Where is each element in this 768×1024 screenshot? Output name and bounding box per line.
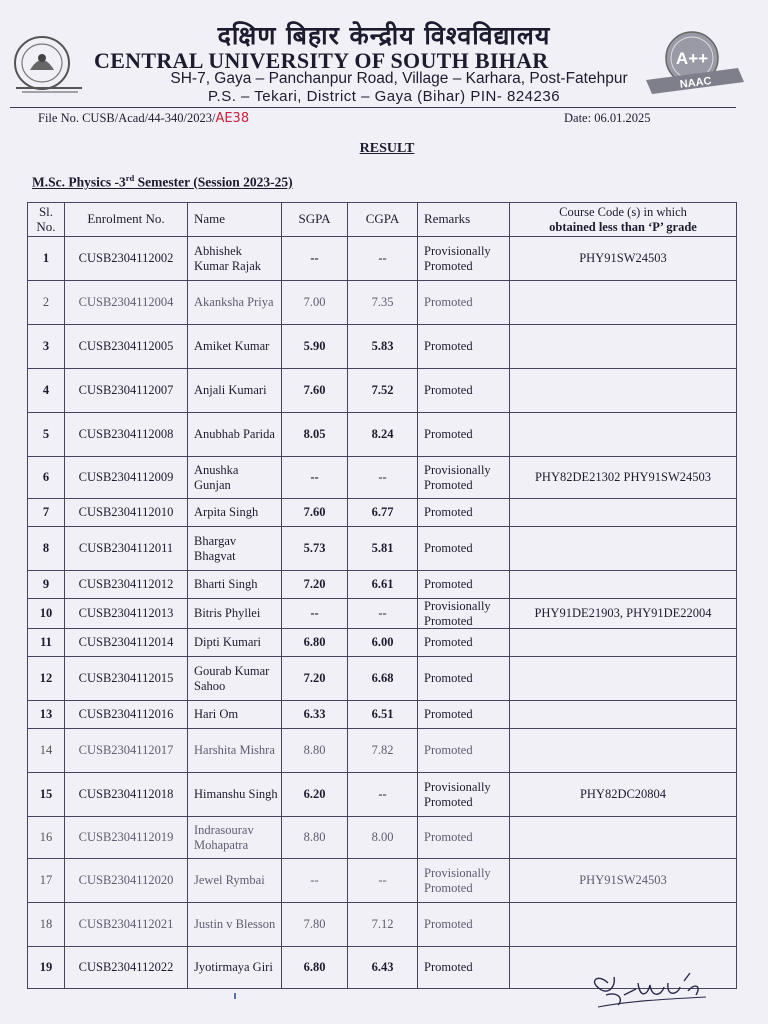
td-sl: 8: [28, 527, 65, 571]
td-enrolment: CUSB2304112004: [65, 281, 188, 325]
td-course-codes: [510, 413, 737, 457]
address-line-2: P.S. – Tekari, District – Gaya (Bihar) PIN- 824236: [207, 88, 561, 105]
td-name: Himanshu Singh: [188, 773, 282, 817]
td-course-codes: PHY91DE21903, PHY91DE22004: [510, 599, 737, 629]
td-sl: 19: [28, 947, 65, 989]
td-sgpa: 6.80: [282, 947, 348, 989]
td-sl: 17: [28, 859, 65, 903]
td-remarks: Promoted: [418, 947, 510, 989]
td-name: Bitris Phyllei: [188, 599, 282, 629]
td-sl: 10: [28, 599, 65, 629]
td-enrolment: CUSB2304112015: [65, 657, 188, 701]
table-row: [28, 817, 737, 859]
td-sgpa: --: [282, 599, 348, 629]
td-enrolment: CUSB2304112002: [65, 237, 188, 281]
td-enrolment: CUSB2304112011: [65, 527, 188, 571]
td-cgpa: --: [348, 237, 418, 281]
td-sgpa: 8.80: [282, 729, 348, 773]
td-remarks: Promoted: [418, 571, 510, 599]
table-row: [28, 629, 737, 657]
naac-badge-icon: [640, 28, 748, 100]
td-sgpa: --: [282, 859, 348, 903]
course-title-sup: rd: [125, 173, 135, 183]
header-sgpa: SGPA: [282, 203, 348, 237]
td-enrolment: CUSB2304112022: [65, 947, 188, 989]
td-course-codes: [510, 817, 737, 859]
td-sl: 6: [28, 457, 65, 499]
course-title-prefix: M.Sc. Physics -3: [32, 174, 126, 190]
td-name: Gourab Kumar Sahoo: [188, 657, 282, 701]
td-enrolment: CUSB2304112014: [65, 629, 188, 657]
td-cgpa: --: [348, 599, 418, 629]
td-sl: 12: [28, 657, 65, 701]
table-row: [28, 281, 737, 325]
td-sgpa: 5.90: [282, 325, 348, 369]
td-sgpa: 8.05: [282, 413, 348, 457]
td-course-codes: [510, 527, 737, 571]
td-remarks: Promoted: [418, 369, 510, 413]
td-remarks: Promoted: [418, 527, 510, 571]
td-course-codes: PHY82DC20804: [510, 773, 737, 817]
td-course-codes: PHY91SW24503: [510, 859, 737, 903]
td-sgpa: 8.80: [282, 817, 348, 859]
td-cgpa: --: [348, 457, 418, 499]
td-enrolment: CUSB2304112013: [65, 599, 188, 629]
td-cgpa: 7.52: [348, 369, 418, 413]
table-row: [28, 457, 737, 499]
td-name: Dipti Kumari: [188, 629, 282, 657]
td-course-codes: PHY91SW24503: [510, 237, 737, 281]
header-course-codes-line1: Course Code (s) in which: [559, 205, 687, 220]
td-remarks: Promoted: [418, 629, 510, 657]
university-name-hindi: दक्षिण बिहार केन्द्रीय विश्वविद्यालय: [217, 21, 551, 50]
td-sgpa: 6.20: [282, 773, 348, 817]
td-sl: 11: [28, 629, 65, 657]
table-row: [28, 701, 737, 729]
td-course-codes: [510, 701, 737, 729]
table-row: [28, 237, 737, 281]
file-number: [38, 111, 249, 126]
td-cgpa: 6.77: [348, 499, 418, 527]
td-sgpa: 6.80: [282, 629, 348, 657]
td-sl: 7: [28, 499, 65, 527]
td-remarks: Promoted: [418, 281, 510, 325]
td-sgpa: 7.20: [282, 571, 348, 599]
td-cgpa: 7.82: [348, 729, 418, 773]
td-enrolment: CUSB2304112016: [65, 701, 188, 729]
td-sgpa: 6.33: [282, 701, 348, 729]
file-number-label: File No. CUSB/Acad/44-340/2023/: [38, 111, 216, 125]
td-enrolment: CUSB2304112010: [65, 499, 188, 527]
td-enrolment: CUSB2304112018: [65, 773, 188, 817]
header-enrolment: Enrolment No.: [65, 203, 188, 237]
td-enrolment: CUSB2304112017: [65, 729, 188, 773]
signature-icon: [578, 965, 718, 1015]
td-course-codes: [510, 903, 737, 947]
td-name: Akanksha Priya: [188, 281, 282, 325]
result-heading: RESULT: [359, 141, 415, 156]
course-title: [32, 173, 293, 191]
file-number-handwritten: AE38: [215, 111, 250, 126]
td-course-codes: [510, 499, 737, 527]
td-course-codes: [510, 281, 737, 325]
table-row: [28, 369, 737, 413]
header-course-codes-line2: obtained less than ‘P’ grade: [549, 219, 697, 234]
table-row: [28, 571, 737, 599]
td-cgpa: 7.12: [348, 903, 418, 947]
td-name: Hari Om: [188, 701, 282, 729]
td-name: Bharti Singh: [188, 571, 282, 599]
td-course-codes: [510, 629, 737, 657]
td-cgpa: 6.51: [348, 701, 418, 729]
header-remarks: Remarks: [418, 203, 510, 237]
td-name: Anjali Kumari: [188, 369, 282, 413]
td-sl: 3: [28, 325, 65, 369]
table-row: [28, 773, 737, 817]
table-row: [28, 499, 737, 527]
td-remarks: Promoted: [418, 817, 510, 859]
td-remarks: Promoted: [418, 903, 510, 947]
td-sl: 15: [28, 773, 65, 817]
table-row: [28, 325, 737, 369]
td-name: Arpita Singh: [188, 499, 282, 527]
td-name: Justin v Blesson: [188, 903, 282, 947]
header-course-codes: [510, 203, 737, 237]
table-row: [28, 527, 737, 571]
td-sgpa: 7.60: [282, 499, 348, 527]
td-sl: 14: [28, 729, 65, 773]
td-sgpa: 5.73: [282, 527, 348, 571]
td-sgpa: 7.60: [282, 369, 348, 413]
td-course-codes: [510, 369, 737, 413]
course-title-suffix: Semester (Session 2023-25): [134, 174, 293, 190]
td-name: Jyotirmaya Giri: [188, 947, 282, 989]
naac-grade-text: A++: [675, 49, 709, 68]
header-sl: Sl. No.: [28, 203, 65, 237]
td-name: Abhishek Kumar Rajak: [188, 237, 282, 281]
header-name: Name: [188, 203, 282, 237]
table-header-row: [28, 203, 737, 237]
header-cgpa: CGPA: [348, 203, 418, 237]
td-cgpa: 8.24: [348, 413, 418, 457]
td-remarks: Promoted: [418, 701, 510, 729]
td-cgpa: 8.00: [348, 817, 418, 859]
td-cgpa: --: [348, 859, 418, 903]
td-sl: 5: [28, 413, 65, 457]
td-name: Jewel Rymbai: [188, 859, 282, 903]
td-remarks: Provisionally Promoted: [418, 773, 510, 817]
td-sgpa: --: [282, 237, 348, 281]
td-sgpa: 7.80: [282, 903, 348, 947]
td-sgpa: 7.00: [282, 281, 348, 325]
result-table-body: [28, 237, 737, 989]
td-course-codes: [510, 325, 737, 369]
td-sgpa: --: [282, 457, 348, 499]
header-divider: [10, 107, 736, 108]
td-enrolment: CUSB2304112019: [65, 817, 188, 859]
td-sl: 2: [28, 281, 65, 325]
table-row: [28, 599, 737, 629]
td-cgpa: 6.00: [348, 629, 418, 657]
td-enrolment: CUSB2304112009: [65, 457, 188, 499]
td-sl: 9: [28, 571, 65, 599]
td-course-codes: [510, 657, 737, 701]
td-remarks: Provisionally Promoted: [418, 457, 510, 499]
td-cgpa: 6.61: [348, 571, 418, 599]
td-name: Anubhab Parida: [188, 413, 282, 457]
td-name: Amiket Kumar: [188, 325, 282, 369]
td-sl: 13: [28, 701, 65, 729]
td-name: Harshita Mishra: [188, 729, 282, 773]
scan-mark: [234, 993, 236, 999]
table-row: [28, 657, 737, 701]
td-remarks: Promoted: [418, 499, 510, 527]
td-course-codes: [510, 571, 737, 599]
td-sl: 16: [28, 817, 65, 859]
td-cgpa: 5.83: [348, 325, 418, 369]
td-enrolment: CUSB2304112020: [65, 859, 188, 903]
td-sl: 1: [28, 237, 65, 281]
td-cgpa: 6.43: [348, 947, 418, 989]
table-row: [28, 729, 737, 773]
td-sl: 4: [28, 369, 65, 413]
result-table: [27, 202, 737, 989]
td-remarks: Provisionally Promoted: [418, 237, 510, 281]
td-remarks: Promoted: [418, 657, 510, 701]
table-row: [28, 859, 737, 903]
td-course-codes: [510, 729, 737, 773]
td-enrolment: CUSB2304112021: [65, 903, 188, 947]
td-cgpa: 6.68: [348, 657, 418, 701]
address-line-1: SH-7, Gaya – Panchanpur Road, Village – Karhara, Post-Fatehpur: [170, 70, 628, 87]
td-remarks: Provisionally Promoted: [418, 599, 510, 629]
td-name: Indrasourav Mohapatra: [188, 817, 282, 859]
td-remarks: Promoted: [418, 729, 510, 773]
td-cgpa: 5.81: [348, 527, 418, 571]
naac-label-text: NAAC: [679, 75, 713, 91]
td-remarks: Provisionally Promoted: [418, 859, 510, 903]
document-date: Date: 06.01.2025: [564, 111, 651, 125]
td-remarks: Promoted: [418, 325, 510, 369]
td-enrolment: CUSB2304112007: [65, 369, 188, 413]
td-sl: 18: [28, 903, 65, 947]
td-name: Anushka Gunjan: [188, 457, 282, 499]
td-cgpa: 7.35: [348, 281, 418, 325]
td-enrolment: CUSB2304112012: [65, 571, 188, 599]
td-remarks: Promoted: [418, 413, 510, 457]
table-row: [28, 903, 737, 947]
td-cgpa: --: [348, 773, 418, 817]
td-enrolment: CUSB2304112005: [65, 325, 188, 369]
table-row: [28, 413, 737, 457]
td-enrolment: CUSB2304112008: [65, 413, 188, 457]
td-course-codes: PHY82DE21302 PHY91SW24503: [510, 457, 737, 499]
university-name-english: CENTRAL UNIVERSITY OF SOUTH BIHAR: [94, 48, 549, 73]
td-name: Bhargav Bhagvat: [188, 527, 282, 571]
td-sgpa: 7.20: [282, 657, 348, 701]
